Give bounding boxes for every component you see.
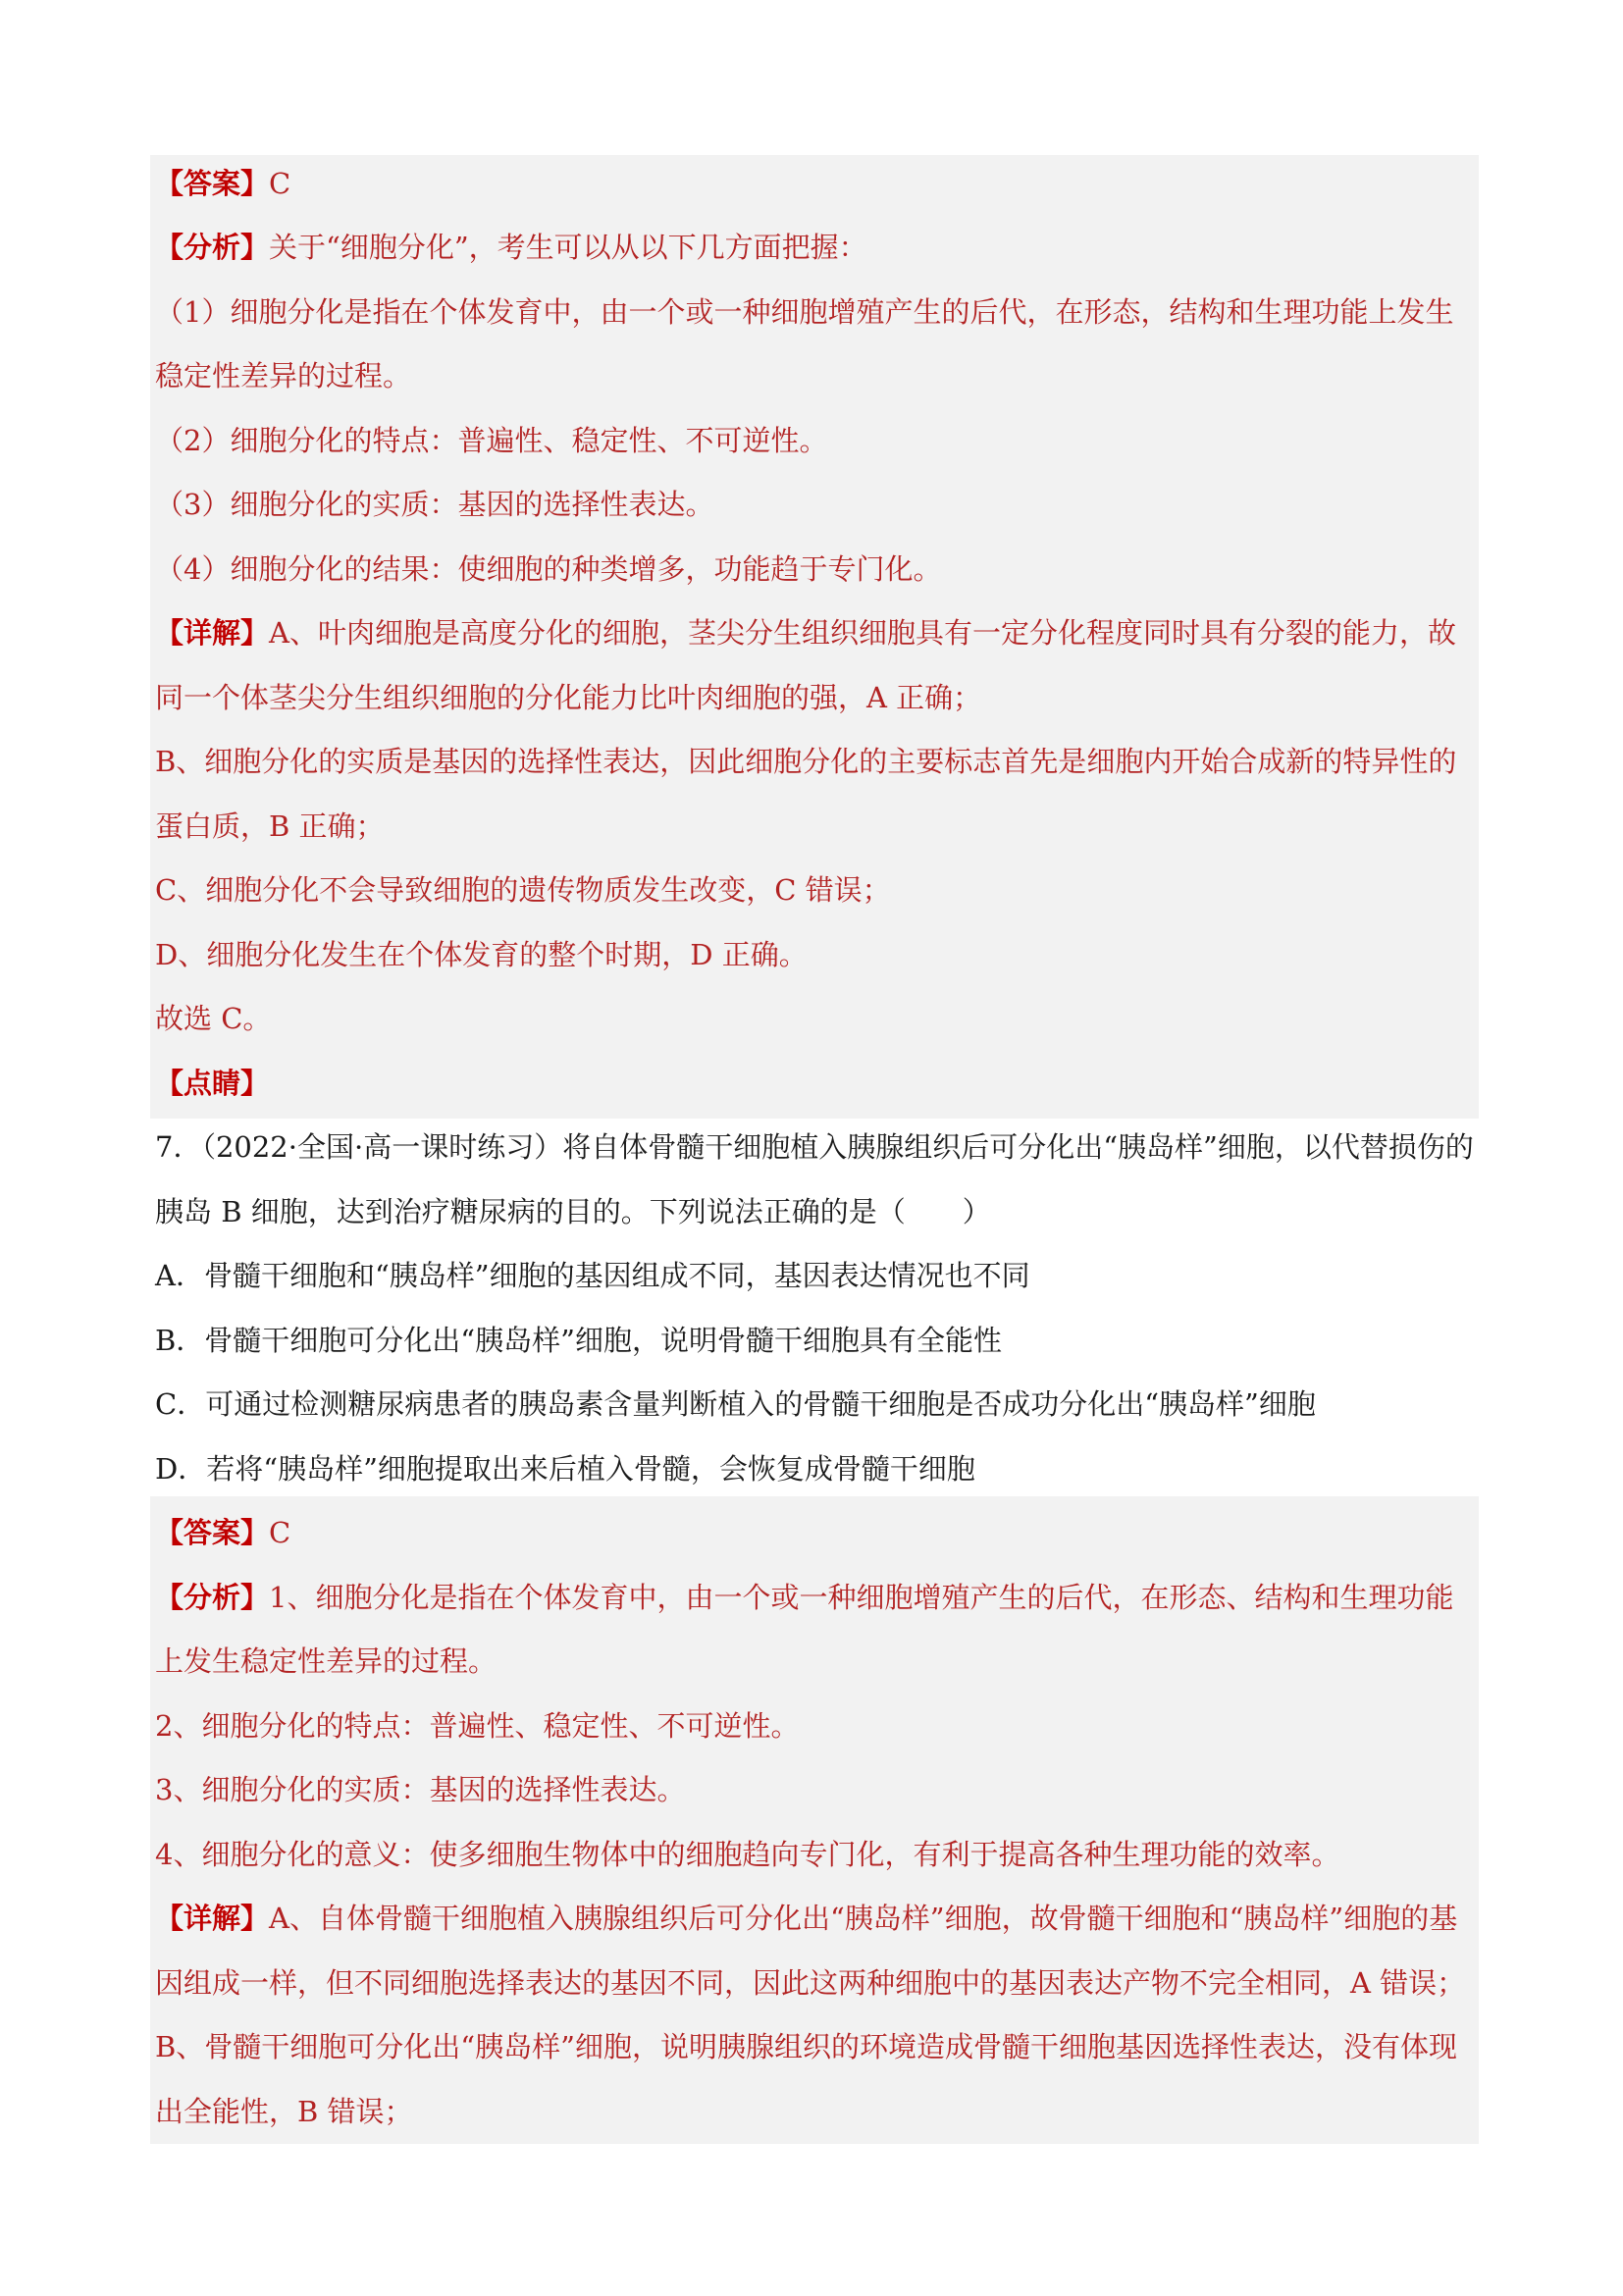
analysis-heading: 【分析】关于“细胞分化”，考生可以从以下几方面把握：	[155, 231, 867, 264]
detail-line: 同一个体茎尖分生组织细胞的分化能力比叶肉细胞的强，A 正确；	[155, 681, 982, 714]
detail-heading: 【详解】A、叶肉细胞是高度分化的细胞，茎尖分生组织细胞具有一定分化程度同时具有分裂的能力，故	[155, 616, 1456, 650]
question-stem: 7．（2022·全国·高一课时练习）将自体骨髓干细胞植入胰腺组织后可分化出“胰岛样”细胞，以代替损伤的	[155, 1130, 1474, 1164]
detail-line: B、骨髓干细胞可分化出“胰岛样”细胞，说明胰腺组织的环境造成骨髓干细胞基因选择性表达，没有体现	[155, 2030, 1457, 2063]
analysis-line: （4）细胞分化的结果：使细胞的种类增多，功能趋于专门化。	[155, 552, 942, 586]
option-c: C．可通过检测糖尿病患者的胰岛素含量判断植入的骨髓干细胞是否成功分化出“胰岛样”细胞	[155, 1387, 1316, 1421]
detail-line: B、细胞分化的实质是基因的选择性表达，因此细胞分化的主要标志首先是细胞内开始合成新的特异性的	[155, 745, 1457, 778]
option-b: B．骨髓干细胞可分化出“胰岛样”细胞，说明骨髓干细胞具有全能性	[155, 1324, 1002, 1357]
question-stem: 胰岛 B 细胞，达到治疗糖尿病的目的。下列说法正确的是（ ）	[155, 1195, 991, 1228]
analysis-line: （2）细胞分化的特点：普遍性、稳定性、不可逆性。	[155, 424, 828, 457]
detail-heading: 【详解】A、自体骨髓干细胞植入胰腺组织后可分化出“胰岛样”细胞，故骨髓干细胞和“胰岛样”细胞的基	[155, 1902, 1458, 1935]
detail-line: 出全能性，B 错误；	[155, 2095, 413, 2128]
detail-line: C、细胞分化不会导致细胞的遗传物质发生改变，C 错误；	[155, 873, 891, 907]
detail-line: 故选 C。	[155, 1002, 272, 1035]
analysis-line: （3）细胞分化的实质：基因的选择性表达。	[155, 488, 714, 521]
analysis-line: （1）细胞分化是指在个体发育中，由一个或一种细胞增殖产生的后代，在形态，结构和生理功能上发生	[155, 295, 1454, 329]
analysis-line: 上发生稳定性差异的过程。	[155, 1644, 497, 1678]
option-a: A．骨髓干细胞和“胰岛样”细胞的基因组成不同，基因表达情况也不同	[155, 1259, 1030, 1292]
option-d: D．若将“胰岛样”细胞提取出来后植入骨髓，会恢复成骨髓干细胞	[155, 1452, 975, 1486]
detail-line: D、细胞分化发生在个体发育的整个时期，D 正确。	[155, 938, 808, 971]
analysis-line: 4、细胞分化的意义：使多细胞生物体中的细胞趋向专门化，有利于提高各种生理功能的效率。	[155, 1838, 1340, 1871]
point-heading: 【点睛】	[155, 1067, 270, 1100]
detail-line: 蛋白质，B 正确；	[155, 809, 385, 843]
answer-line: 【答案】C	[155, 167, 291, 200]
analysis-heading: 【分析】1、细胞分化是指在个体发育中，由一个或一种细胞增殖产生的后代，在形态、结构和生理功能	[155, 1581, 1454, 1614]
analysis-line: 2、细胞分化的特点：普遍性、稳定性、不可逆性。	[155, 1709, 800, 1743]
analysis-line: 稳定性差异的过程。	[155, 359, 412, 392]
answer-line: 【答案】C	[155, 1516, 291, 1549]
analysis-line: 3、细胞分化的实质：基因的选择性表达。	[155, 1773, 686, 1806]
detail-line: 因组成一样，但不同细胞选择表达的基因不同，因此这两种细胞中的基因表达产物不完全相同，A 错误；	[155, 1966, 1466, 2000]
